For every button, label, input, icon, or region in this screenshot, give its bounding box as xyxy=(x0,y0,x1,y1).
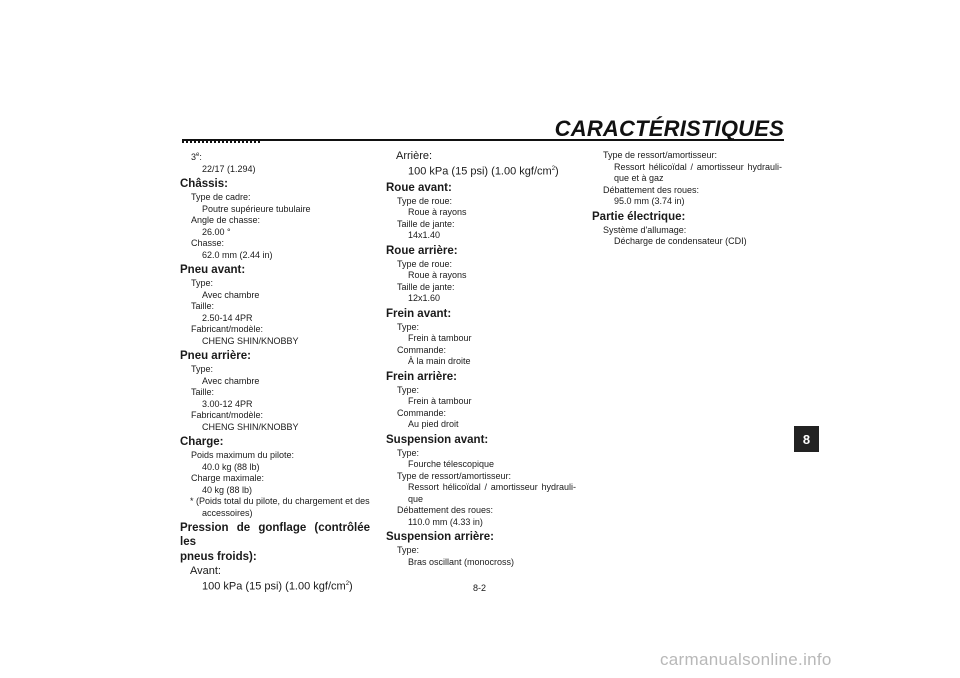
gear3-value: 22/17 (1.294) xyxy=(202,163,256,174)
rw-rim-value: 12x1.60 xyxy=(408,293,441,304)
spec-column-2 xyxy=(386,150,578,568)
front-suspension-heading: Suspension avant: xyxy=(386,433,489,446)
rw-rim-label: Taille de jante: xyxy=(397,281,455,292)
trail-value: 62.0 mm (2.44 in) xyxy=(202,249,273,260)
front-wheel-heading: Roue avant: xyxy=(386,181,452,194)
rs-travel-value: 95.0 mm (3.74 in) xyxy=(614,196,685,206)
rear-wheel-heading: Roue arrière: xyxy=(386,244,458,257)
rear-suspension-heading: Suspension arrière: xyxy=(386,531,495,544)
fs-type-label: Type: xyxy=(397,447,420,458)
max-load-label: Charge maximale: xyxy=(191,473,265,483)
rt-type-label: Type: xyxy=(191,364,214,374)
max-rider-value: 40.0 kg (88 lb) xyxy=(202,461,260,472)
rt-maker-value: CHENG SHIN/KNOBBY xyxy=(202,421,299,432)
fs-travel-label: Débattement des roues: xyxy=(397,505,494,516)
frame-type-label: Type de cadre: xyxy=(191,192,251,202)
load-heading: Charge: xyxy=(180,436,224,448)
ft-size-label: Taille: xyxy=(191,301,215,311)
rb-type-value: Frein à tambour xyxy=(408,396,472,407)
title-rule xyxy=(182,139,784,141)
rb-type-label: Type: xyxy=(397,384,420,395)
front-pressure-value: 100 kPa (15 psi) (1.00 kgf/$cm^2$) xyxy=(202,580,353,593)
rw-type-value: Roue à rayons xyxy=(408,270,467,281)
spec-column-1 xyxy=(180,150,372,594)
pressure-heading-line1: Pression de gonflage (contrôlée les xyxy=(180,522,370,548)
rear-pressure-value: 100 kPa (15 psi) (1.00 kgf/$cm^2$) xyxy=(408,165,559,178)
max-load-value: 40 kg (88 lb) xyxy=(202,484,253,495)
front-tire-heading: Pneu avant: xyxy=(180,264,246,276)
rb-op-label: Commande: xyxy=(397,407,447,418)
front-brake-heading: Frein avant: xyxy=(386,307,452,320)
rw-type-label: Type de roue: xyxy=(397,258,453,269)
electrical-heading: Partie électrique: xyxy=(592,210,686,223)
rs-travel-label: Débattement des roues: xyxy=(603,184,700,195)
rs-spring-value-line1: Ressort hélicoïdal / amortisseur hydrauli- xyxy=(614,161,782,172)
ignition-value: Décharge de condensateur (CDI) xyxy=(614,236,747,246)
rear-tire-heading: Pneu arrière: xyxy=(180,350,251,362)
trail-label: Chasse: xyxy=(191,238,225,248)
rs-type-label: Type: xyxy=(397,545,420,556)
fb-op-value: À la main droite xyxy=(408,356,471,367)
pressure-heading-line2: pneus froids): xyxy=(180,551,257,563)
load-note-line2: accessoires) xyxy=(202,507,253,518)
ft-size-value: 2.50-14 4PR xyxy=(202,312,253,323)
chassis-heading: Châssis: xyxy=(180,178,228,190)
fs-type-value: Fourche télescopique xyxy=(408,459,495,470)
ft-type-label: Type: xyxy=(191,278,214,288)
watermark: carmanualsonline.info xyxy=(660,650,832,669)
gear3-label: 3e: xyxy=(191,152,202,162)
ft-type-value: Avec chambre xyxy=(202,289,260,300)
rs-spring-label: Type de ressort/amortisseur: xyxy=(603,150,718,160)
fs-travel-value: 110.0 mm (4.33 in) xyxy=(408,516,483,527)
chapter-tab: 8 xyxy=(794,426,819,452)
rt-type-value: Avec chambre xyxy=(202,375,260,386)
max-rider-label: Poids maximum du pilote: xyxy=(191,450,295,460)
fw-rim-label: Taille de jante: xyxy=(397,218,455,229)
ft-maker-value: CHENG SHIN/KNOBBY xyxy=(202,335,299,346)
rear-brake-heading: Frein arrière: xyxy=(386,370,457,383)
page-title: CARACTÉRISTIQUES xyxy=(554,116,784,141)
spec-column-3 xyxy=(592,150,784,248)
fb-type-label: Type: xyxy=(397,321,420,332)
rt-maker-label: Fabricant/modèle: xyxy=(191,410,264,420)
frame-type-value: Poutre supérieure tubulaire xyxy=(202,203,311,214)
rs-spring-value-line2: que et à gaz xyxy=(614,173,664,183)
fw-type-value: Roue à rayons xyxy=(408,207,467,218)
title-rule-dots xyxy=(182,139,262,143)
fs-spring-value-line1: Ressort hélicoïdal / amortisseur hydrauli- xyxy=(408,482,576,493)
ignition-label: Système d'allumage: xyxy=(603,224,687,235)
fw-type-label: Type de roue: xyxy=(397,195,453,206)
rt-size-label: Taille: xyxy=(191,387,215,397)
rear-pressure-label: Arrière: xyxy=(396,150,433,162)
caster-angle-value: 26.00 ° xyxy=(202,226,231,237)
front-pressure-label: Avant: xyxy=(190,565,221,577)
fb-type-value: Frein à tambour xyxy=(408,333,472,344)
ft-maker-label: Fabricant/modèle: xyxy=(191,324,264,334)
page-number: 8-2 xyxy=(473,583,487,593)
caster-angle-label: Angle de chasse: xyxy=(191,215,261,225)
fb-op-label: Commande: xyxy=(397,344,447,355)
fw-rim-value: 14x1.40 xyxy=(408,230,441,241)
rt-size-value: 3.00-12 4PR xyxy=(202,398,253,409)
rb-op-value: Au pied droit xyxy=(408,419,459,430)
fs-spring-value-line2: que xyxy=(408,493,424,504)
load-note-line1: * (Poids total du pilote, du chargement et des xyxy=(190,496,370,506)
rs-type-value: Bras oscillant (monocross) xyxy=(408,556,515,567)
fs-spring-label: Type de ressort/amortisseur: xyxy=(397,470,512,481)
